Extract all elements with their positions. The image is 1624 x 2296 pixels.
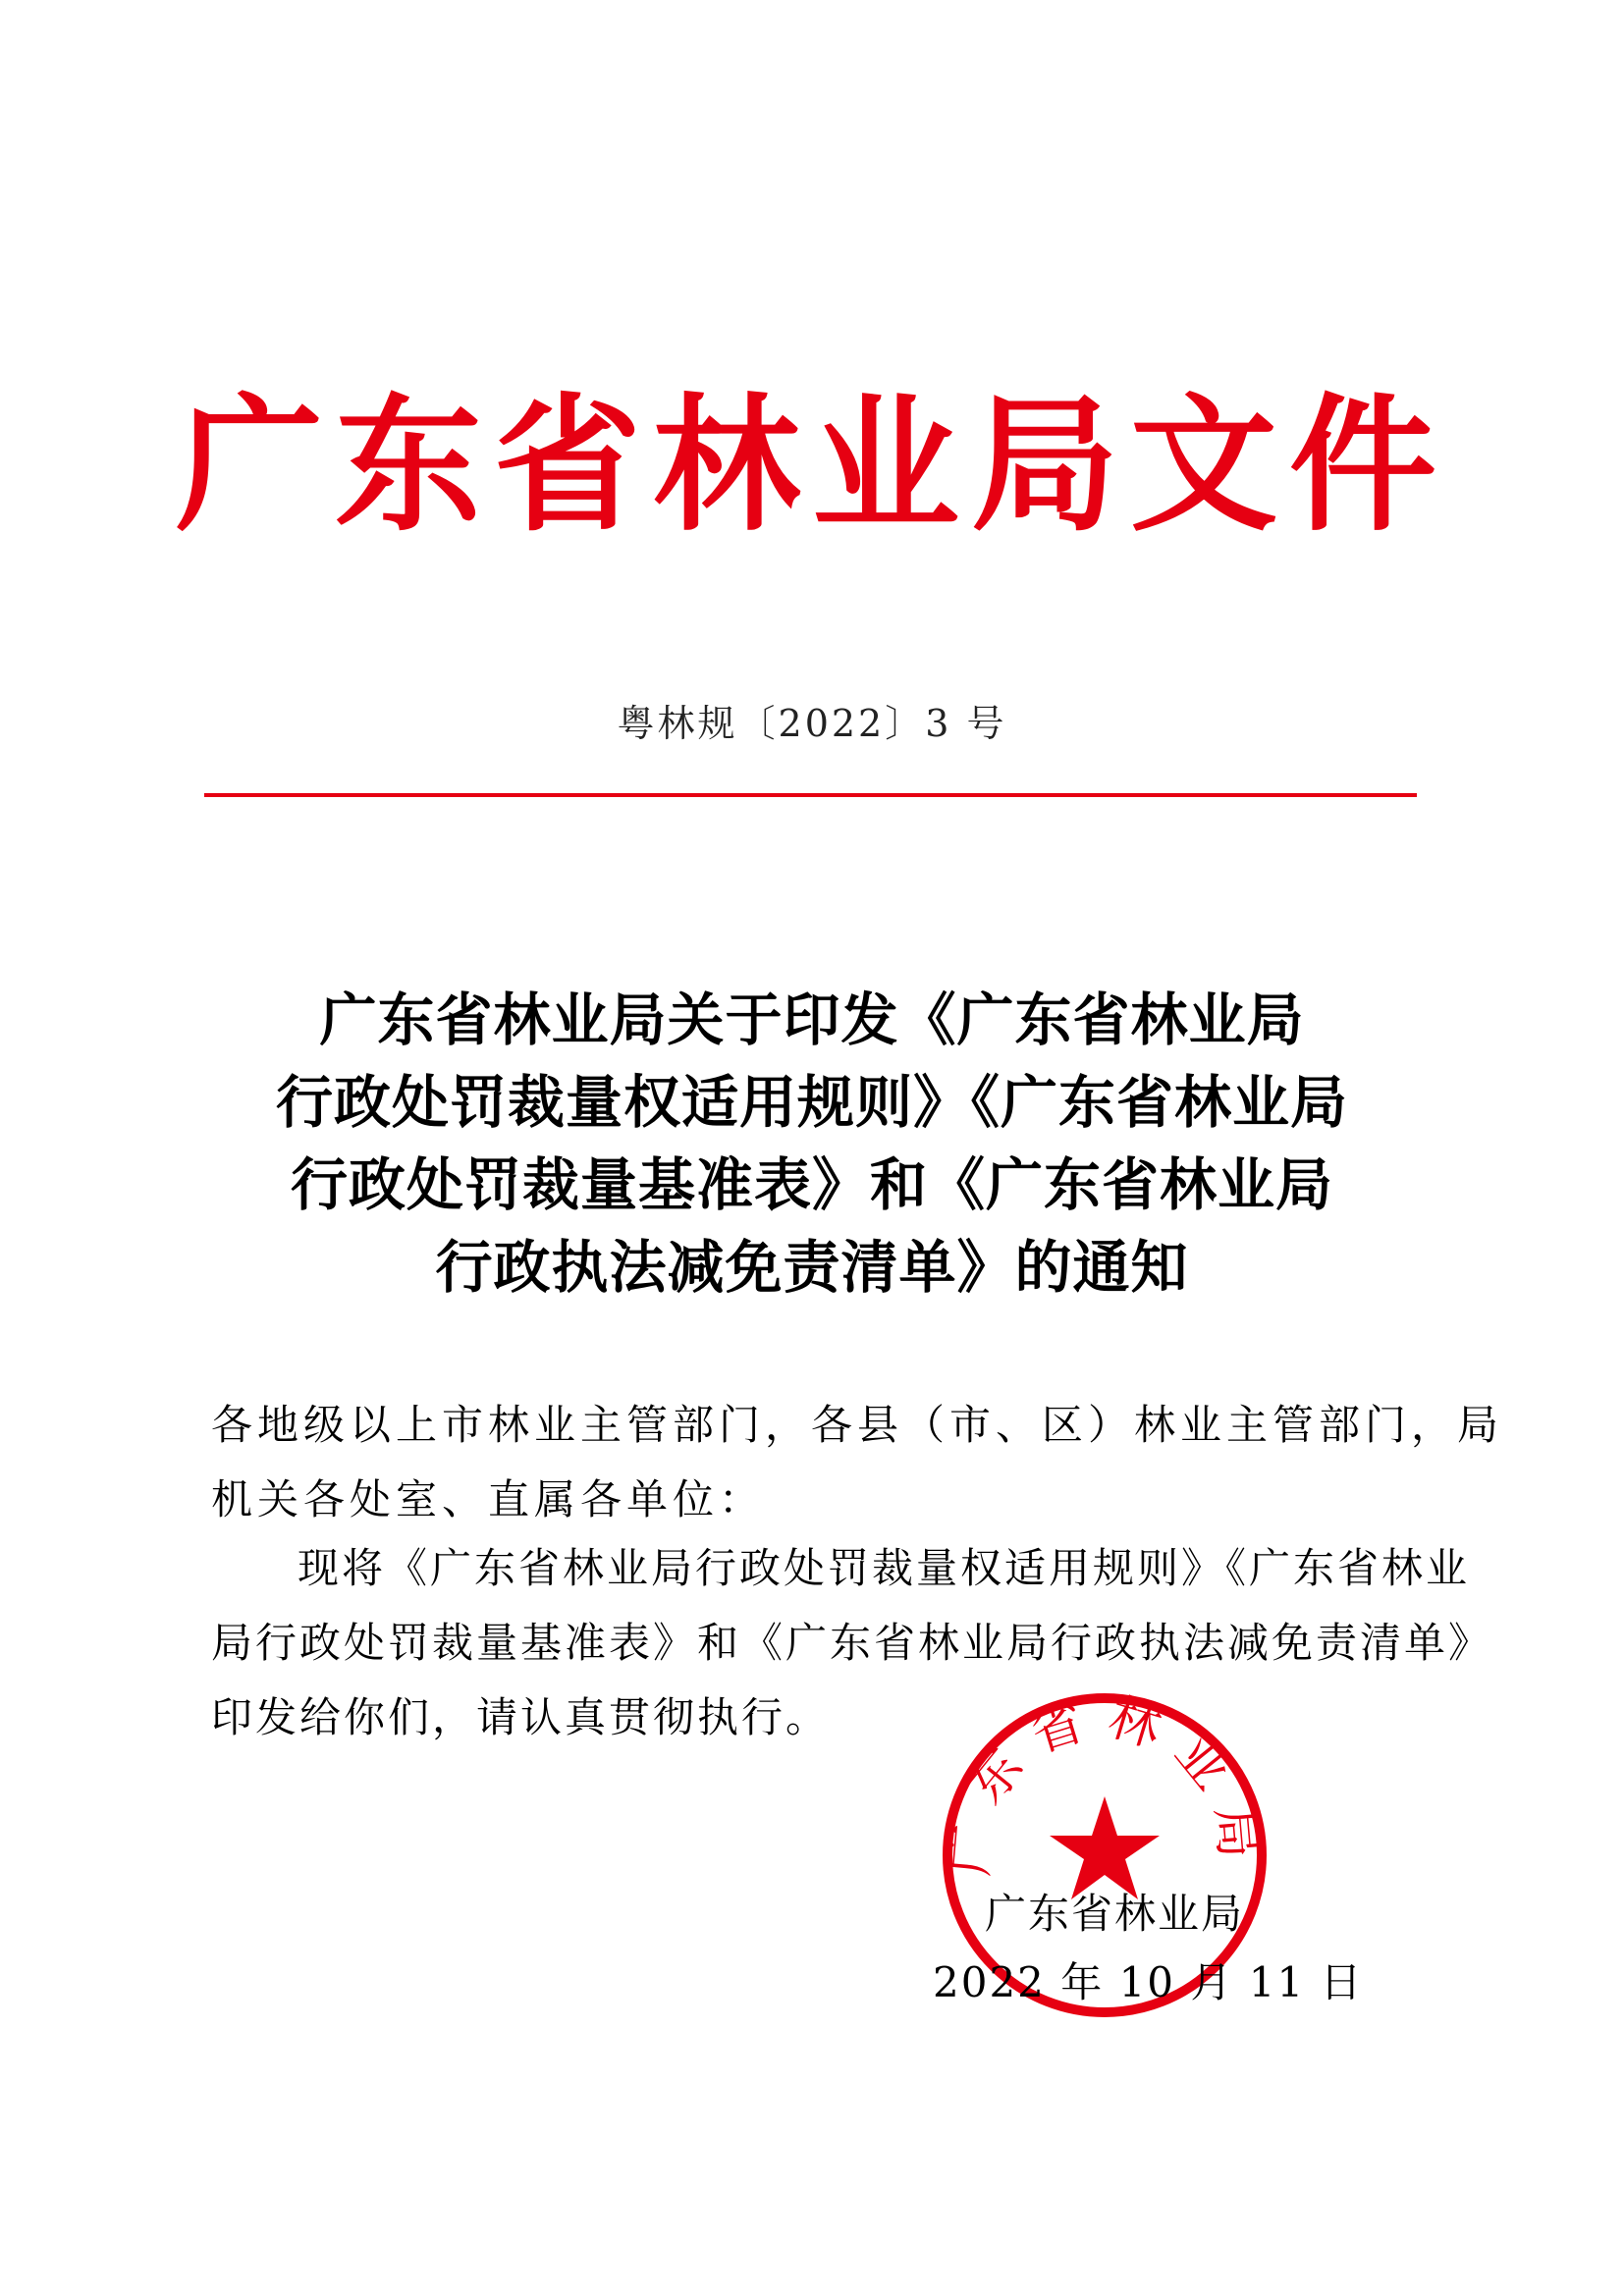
notice-title-line: 行政执法减免责清单》的通知 xyxy=(435,1234,1189,1301)
signing-organization: 广东省林业局 xyxy=(985,1890,1245,1938)
body-line: 现将《广东省林业局行政处罚裁量权适用规则》《广东省林业 xyxy=(298,1544,1471,1592)
notice-title-line: 行政处罚裁量权适用规则》《广东省林业局 xyxy=(275,1069,1348,1136)
notice-title-line: 行政处罚裁量基准表》和《广东省林业局 xyxy=(290,1151,1333,1218)
body-line: 局行政处罚裁量基准表》和《广东省林业局行政执法减免责清单》 xyxy=(211,1619,1493,1667)
salutation-line: 各地级以上市林业主管部门，各县（市、区）林业主管部门，局 xyxy=(211,1401,1504,1449)
header-divider xyxy=(204,793,1417,797)
body-line: 印发给你们，请认真贯彻执行。 xyxy=(211,1693,831,1741)
svg-text:广东省林业局: 广东省林业局 xyxy=(940,1688,1270,1879)
salutation-line: 机关各处室、直属各单位： xyxy=(211,1475,766,1523)
notice-title-line: 广东省林业局关于印发《广东省林业局 xyxy=(319,987,1305,1053)
salutation xyxy=(211,1388,1504,1537)
signing-date: 2022 年 10 月 11 日 xyxy=(933,1958,1364,2006)
notice-title xyxy=(0,979,1624,1308)
document-number: 粤林规〔2022〕3 号 xyxy=(617,702,1007,745)
document-header-title: 广东省林业局文件 xyxy=(175,381,1448,552)
